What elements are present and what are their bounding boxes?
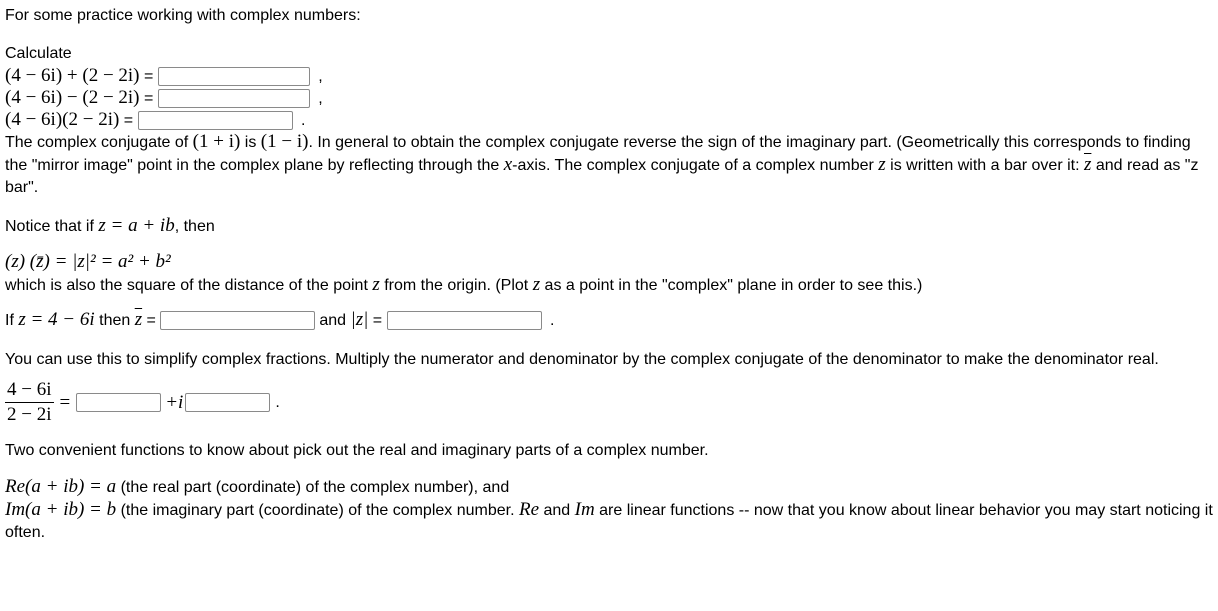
math-x: x — [503, 154, 513, 175]
expr-difference: (4 − 6i) − (2 − 2i) — [5, 87, 140, 108]
answer-product-input[interactable] — [138, 111, 293, 130]
calc-row-product — [5, 109, 1213, 131]
period: . — [275, 393, 280, 411]
answer-difference-input[interactable] — [158, 89, 310, 108]
functions-intro: Two convenient functions to know about pick out the real and imaginary parts of a complex number. — [5, 442, 709, 459]
math-abs-z: |z| — [350, 309, 369, 330]
fraction-denominator: 2 − 2i — [7, 404, 52, 425]
fraction-numerator: 4 − 6i — [5, 379, 54, 403]
equals-sign: = — [143, 68, 154, 85]
calc-row-difference — [5, 87, 1213, 109]
imaginary-part-input[interactable] — [185, 393, 270, 412]
equals-sign: = — [143, 90, 154, 107]
equals-sign: = — [59, 391, 71, 413]
fraction — [5, 379, 54, 426]
math-one-plus-i: (1 + i) — [192, 131, 241, 152]
plus-i-label: +i — [165, 391, 184, 413]
math-z-bar: $\overline{z}$ — [134, 309, 143, 330]
answer-sum-input[interactable] — [158, 67, 310, 86]
comma: , — [318, 68, 323, 85]
calculate-label: Calculate — [5, 45, 72, 62]
math-z: z — [878, 154, 886, 175]
intro-text: For some practice working with complex numbers: — [5, 7, 361, 24]
fractions-text: You can use this to simplify complex fractions. Multiply the numerator and denominator by the complex conjugate of the denominator to make the denominator real. — [5, 351, 1159, 368]
comma: , — [318, 90, 323, 107]
period: . — [550, 312, 555, 329]
real-part-input[interactable] — [76, 393, 161, 412]
calc-row-sum — [5, 65, 1213, 87]
im-definition: Im(a + ib) = b (the imaginary part (coordinate) of the complex number. Re and Im are linear functions -- now that you know about linear behavior you may start noticing it often. — [5, 499, 1213, 541]
calculate-section — [5, 43, 1213, 131]
math-z-value: z = 4 − 6i — [18, 309, 95, 330]
conjugate-question: If z = 4 − 6i then $\overline{z}$ = and |z| = . — [5, 309, 555, 330]
identity-explanation: which is also the square of the distance of the point z from the origin. (Plot z as a point in the "complex" plane in order to see this.) — [5, 274, 923, 295]
period: . — [301, 112, 306, 129]
math-z-bar: $\overline{z}$ — [1083, 154, 1092, 175]
abs-z-input[interactable] — [387, 311, 542, 330]
expr-sum: (4 − 6i) + (2 − 2i) — [5, 65, 140, 86]
fraction-question — [5, 379, 1213, 426]
identity-formula: (z) (z̄) = |z|² = a² + b² — [5, 251, 171, 272]
math-im: Im(a + ib) = b — [5, 499, 117, 520]
math-one-minus-i: (1 − i) — [260, 131, 309, 152]
notice-text: Notice that if z = a + ib, then — [5, 215, 215, 236]
expr-product: (4 − 6i)(2 − 2i) — [5, 109, 120, 130]
conjugate-paragraph: The complex conjugate of (1 + i) is (1 − i). In general to obtain the complex conjugate reverse the sign of the imaginary part. (Geometrically this corresponds to finding the "mirror image" point in the complex plane by reflecting through the x-axis. The complex conjugate of a complex number z is written with a bar over it: $\overline{z}$ and read as "z bar". — [5, 131, 1199, 196]
math-z-equals-a-plus-ib: z = a + ib — [98, 215, 175, 236]
math-re: Re(a + ib) = a — [5, 476, 117, 497]
equals-sign: = — [123, 112, 134, 129]
re-definition: Re(a + ib) = a (the real part (coordinate) of the complex number), and — [5, 476, 510, 497]
z-bar-input[interactable] — [160, 311, 315, 330]
